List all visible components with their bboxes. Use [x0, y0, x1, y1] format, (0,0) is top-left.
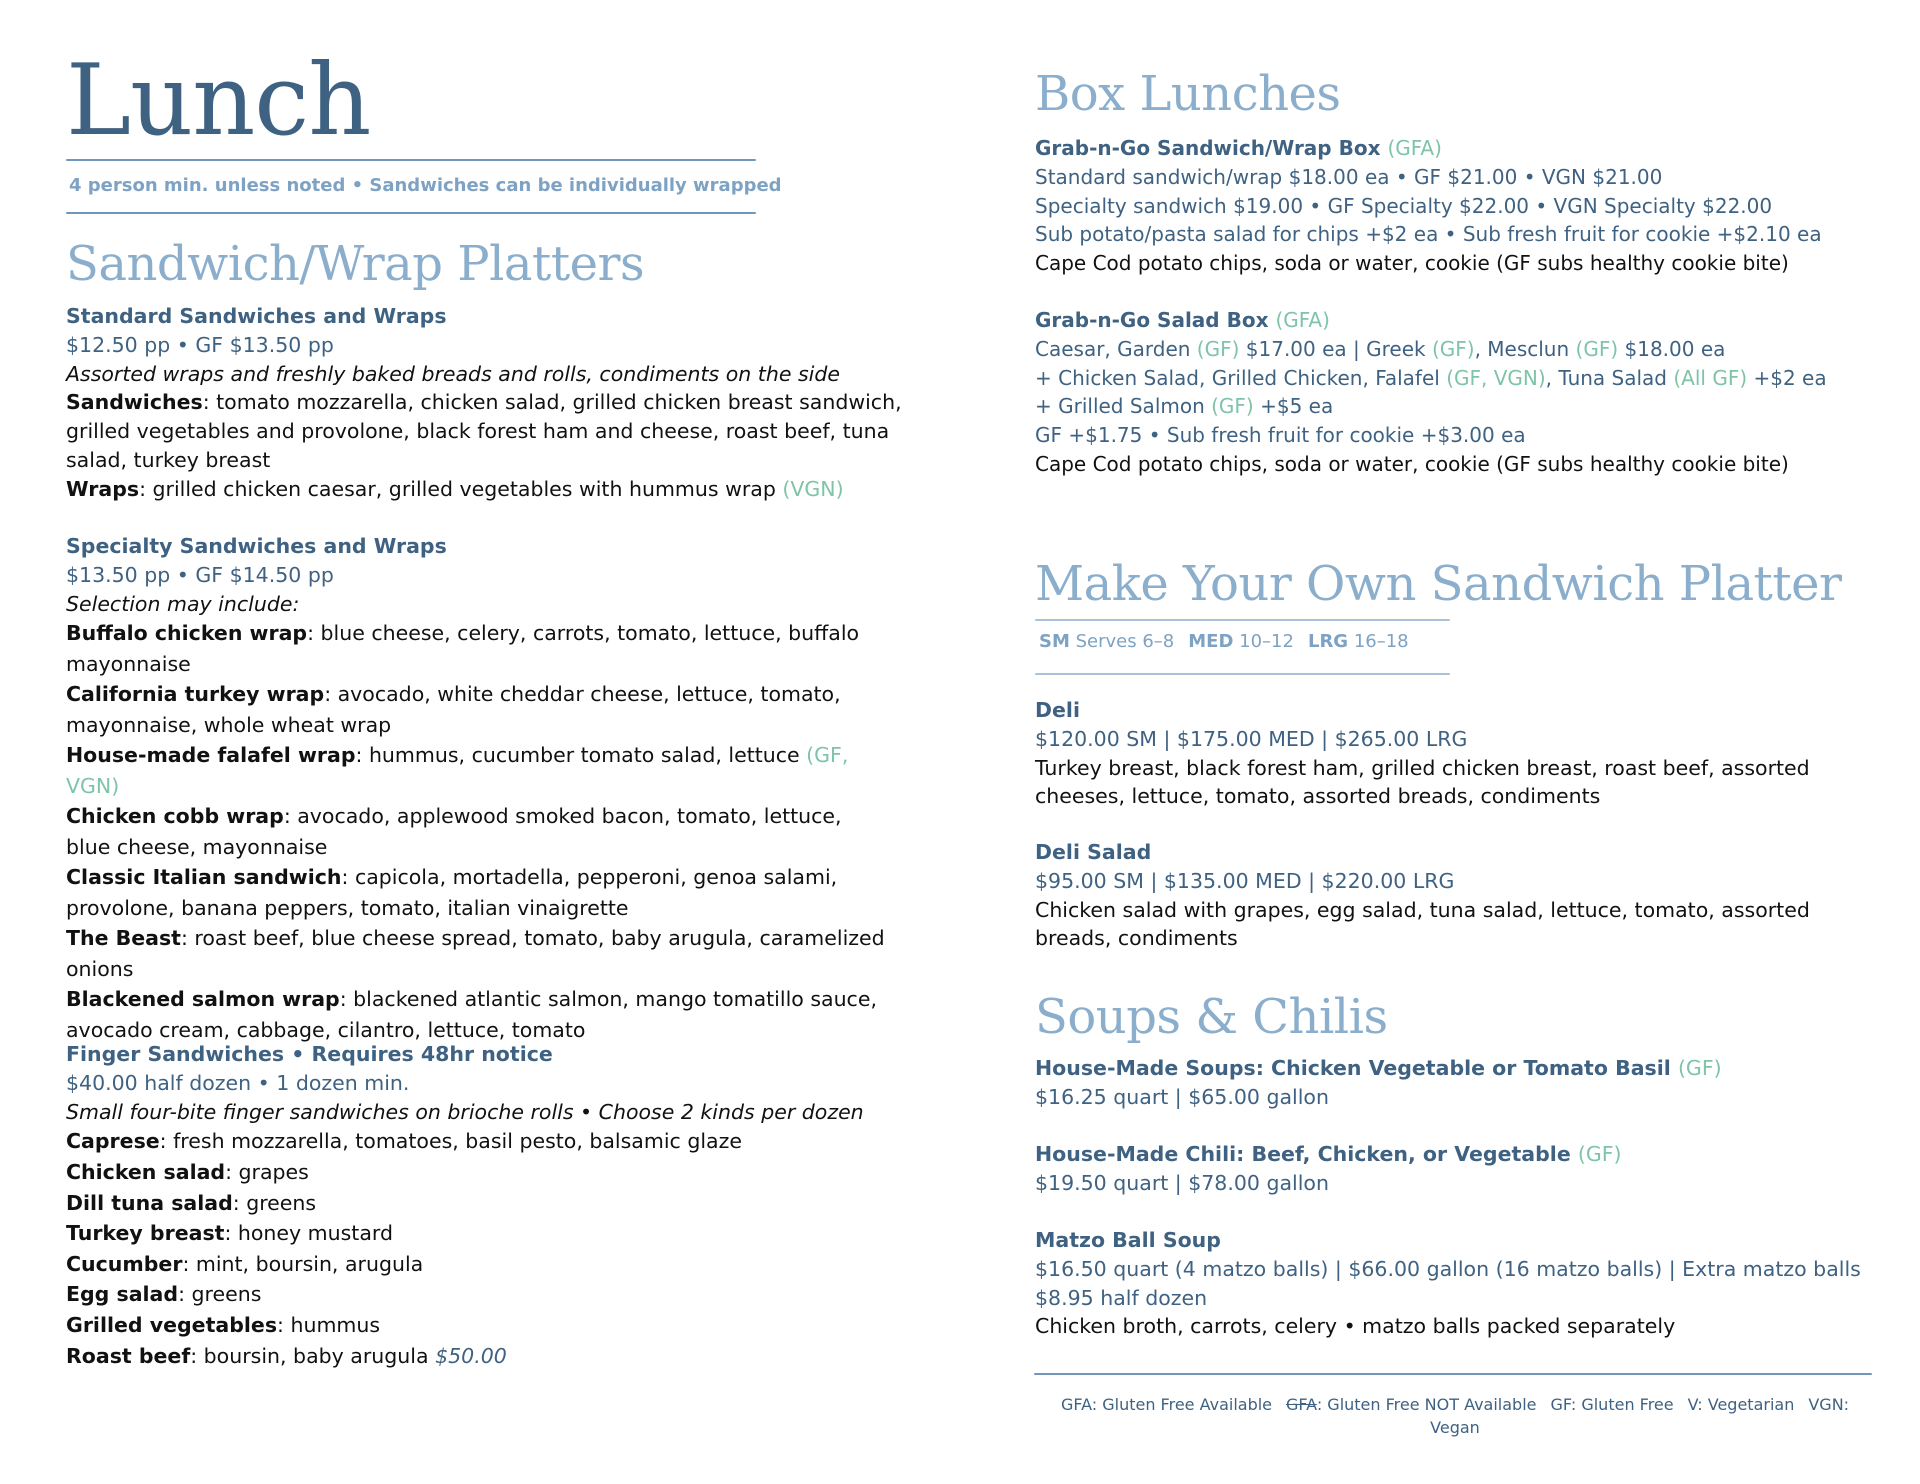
legend-text: : Vegan: [1430, 1395, 1850, 1437]
legend-code: V: [1687, 1395, 1698, 1414]
finger-item-text: : fresh mozzarella, tomatoes, basil pesto, balsamic glaze: [159, 1129, 742, 1154]
size-code: LRG: [1307, 631, 1349, 652]
standard-sandwiches-list: [66, 388, 911, 474]
specialty-title: Specialty Sandwiches and Wraps: [66, 534, 447, 558]
legend-item: [1688, 1395, 1795, 1414]
legend-text: : Gluten Free: [1570, 1395, 1674, 1414]
sandwich-box-description: Cape Cod potato chips, soda or water, cookie (GF subs healthy cookie bite): [1035, 251, 1789, 276]
size-label: 10–12: [1239, 631, 1294, 652]
legend-item: [1551, 1395, 1674, 1414]
soups-title: [1035, 1054, 1875, 1083]
salad-option-text: $18.00 ea: [1618, 336, 1726, 361]
legend-code: VGN: [1808, 1395, 1844, 1414]
finger-item-text: : greens: [178, 1282, 262, 1307]
wraps-label: Wraps: [66, 476, 140, 501]
salad-box-block: [1035, 306, 1875, 479]
specialty-item-text: : hummus, cucumber tomato salad, lettuce: [355, 743, 807, 768]
deli-description: Turkey breast, black forest ham, grilled chicken breast, roast beef, assorted cheeses, lettuce, tomato, assorted breads, condiments: [1035, 755, 1810, 809]
finger-item-name: Dill tuna salad: [66, 1190, 233, 1215]
specialty-item: [66, 679, 886, 740]
specialty-item-text: : blackened atlantic salmon, mango tomatillo sauce, avocado cream, cabbage, cilantro, lettuce, tomato: [66, 987, 877, 1042]
specialty-item-name: The Beast: [66, 926, 181, 951]
finger-item: [66, 1279, 916, 1310]
specialty-sandwiches-block: [66, 532, 916, 1045]
dietary-tag: (All GF): [1673, 365, 1748, 390]
legend-text: : Gluten Free Available: [1091, 1395, 1273, 1414]
salad-box-line: [1035, 392, 1875, 421]
platter-sizes: [1035, 633, 1409, 651]
sandwich-box-price-line: Specialty sandwich $19.00 • GF Specialty $22.00 • VGN Specialty $22.00: [1035, 193, 1773, 218]
specialty-description: Selection may include:: [66, 591, 300, 616]
sizes-rule-top: [1035, 619, 1450, 621]
salad-option-text: , Mesclun: [1474, 336, 1576, 361]
sandwich-box-dietary-tag: (GFA): [1387, 136, 1442, 160]
specialty-item-text: : capicola, mortadella, pepperoni, genoa salami, provolone, banana peppers, tomato, italian vinaigrette: [66, 865, 838, 920]
lunch-title: Lunch: [66, 44, 371, 158]
sandwiches-text: : tomato mozzarella, chicken salad, grilled chicken breast sandwich, grilled vegetables and provolone, black forest ham and cheese, roast beef, tuna salad, turkey breast: [66, 390, 902, 472]
finger-item: [66, 1126, 916, 1157]
sandwich-box-title-text: Grab-n-Go Sandwich/Wrap Box: [1035, 136, 1388, 160]
matzo-block: [1035, 1226, 1875, 1341]
chili-dietary-tag: (GF): [1577, 1142, 1622, 1166]
title-rule-bottom: [66, 212, 756, 214]
finger-item-name: Grilled vegetables: [66, 1312, 278, 1337]
salad-addon-text: +$5 ea: [1253, 394, 1334, 419]
finger-item-name: Chicken salad: [66, 1159, 226, 1184]
soups-price: $16.25 quart | $65.00 gallon: [1035, 1084, 1329, 1109]
specialty-item: [66, 862, 886, 923]
salad-addon-text: , Tuna Salad: [1545, 365, 1674, 390]
finger-item: [66, 1341, 916, 1372]
salad-box-title: [1035, 306, 1875, 335]
specialty-item-dietary-tag: (GF, VGN): [66, 743, 849, 798]
finger-item-extra-price: $50.00: [435, 1343, 507, 1368]
salad-box-title-text: Grab-n-Go Salad Box: [1035, 308, 1276, 332]
specialty-item-text: : blue cheese, celery, carrots, tomato, lettuce, buffalo mayonnaise: [66, 621, 860, 676]
box-lunches-heading: Box Lunches: [1035, 66, 1341, 122]
wraps-dietary-tag: (VGN): [782, 476, 844, 501]
matzo-price: $16.50 quart (4 matzo balls) | $66.00 gallon (16 matzo balls) | Extra matzo balls $8.95 half dozen: [1035, 1256, 1861, 1310]
finger-item-text: : honey mustard: [224, 1221, 393, 1246]
sandwich-box-block: [1035, 134, 1875, 278]
deli-salad-title: Deli Salad: [1035, 840, 1152, 864]
deli-title: Deli: [1035, 698, 1080, 722]
finger-item-text: : mint, boursin, arugula: [182, 1251, 424, 1276]
salad-addon-text: +$2 ea: [1747, 365, 1827, 390]
finger-item-name: Egg salad: [66, 1282, 179, 1307]
soups-dietary-tag: (GF): [1677, 1056, 1722, 1080]
chili-block: [1035, 1140, 1875, 1198]
salad-box-line: GF +$1.75 • Sub fresh fruit for cookie +$3.00 ea: [1035, 423, 1526, 448]
finger-title: Finger Sandwiches • Requires 48hr notice: [66, 1042, 553, 1066]
sandwich-box-price-line: Sub potato/pasta salad for chips +$2 ea • Sub fresh fruit for cookie +$2.10 ea: [1035, 222, 1822, 247]
specialty-item-name: Chicken cobb wrap: [66, 804, 284, 829]
specialty-item-name: Classic Italian sandwich: [66, 865, 342, 890]
specialty-item-name: Buffalo chicken wrap: [66, 621, 308, 646]
dietary-tag: (GF): [1211, 394, 1254, 419]
dietary-legend: [1035, 1393, 1875, 1439]
salad-addon-text: + Grilled Salmon: [1035, 394, 1212, 419]
title-rule-top: [66, 159, 756, 161]
deli-block: [1035, 696, 1875, 811]
sandwich-box-title: [1035, 134, 1875, 163]
dietary-tag: (GF, VGN): [1446, 365, 1546, 390]
dietary-tag: (GF): [1431, 336, 1475, 361]
finger-item: [66, 1310, 916, 1341]
specialty-item-text: : avocado, white cheddar cheese, lettuce, tomato, mayonnaise, whole wheat wrap: [66, 682, 841, 737]
size-code: MED: [1188, 631, 1234, 652]
specialty-item-name: California turkey wrap: [66, 682, 325, 707]
finger-item: [66, 1218, 916, 1249]
salad-option-text: Caesar, Garden: [1035, 336, 1197, 361]
specialty-item: [66, 801, 886, 862]
standard-description: Assorted wraps and freshly baked breads and rolls, condiments on the side: [66, 361, 840, 386]
sandwich-platters-heading: Sandwich/Wrap Platters: [66, 236, 645, 292]
legend-item: [1061, 1395, 1272, 1414]
salad-addon-text: + Chicken Salad, Grilled Chicken, Falafel: [1035, 365, 1447, 390]
finger-description: Small four-bite finger sandwiches on brioche rolls • Choose 2 kinds per dozen: [66, 1099, 864, 1124]
matzo-description: Chicken broth, carrots, celery • matzo balls packed separately: [1035, 1314, 1676, 1339]
finger-item: [66, 1157, 916, 1188]
specialty-price: $13.50 pp • GF $14.50 pp: [66, 562, 334, 587]
standard-price: $12.50 pp • GF $13.50 pp: [66, 332, 334, 357]
size-label: 16–18: [1353, 631, 1409, 652]
size-label: Serves 6–8: [1075, 631, 1175, 652]
standard-title: Standard Sandwiches and Wraps: [66, 304, 447, 328]
finger-item-text: : hummus: [277, 1312, 381, 1337]
finger-item-name: Cucumber: [66, 1251, 183, 1276]
wraps-text: : grilled chicken caesar, grilled vegetables with hummus wrap: [139, 476, 783, 501]
chili-price: $19.50 quart | $78.00 gallon: [1035, 1170, 1329, 1195]
chili-title-text: House-Made Chili: Beef, Chicken, or Vegetable: [1035, 1142, 1578, 1166]
finger-item-name: Roast beef: [66, 1343, 191, 1368]
sizes-rule-bottom: [1035, 673, 1450, 675]
dietary-tag: (GF): [1196, 336, 1240, 361]
specialty-item-text: : avocado, applewood smoked bacon, tomato, lettuce, blue cheese, mayonnaise: [66, 804, 842, 859]
soups-block: [1035, 1054, 1875, 1112]
salad-box-line: [1035, 364, 1875, 393]
size-code: SM: [1039, 631, 1070, 652]
legend-text: : Gluten Free NOT Available: [1316, 1395, 1537, 1414]
specialty-item-name: House-made falafel wrap: [66, 743, 356, 768]
finger-price: $40.00 half dozen • 1 dozen min.: [66, 1070, 410, 1095]
dietary-tag: (GF): [1575, 336, 1619, 361]
legend-text: : Vegetarian: [1697, 1395, 1795, 1414]
legend-item: [1286, 1395, 1536, 1414]
legend-code: GF: [1550, 1395, 1571, 1414]
soups-heading: Soups & Chilis: [1035, 989, 1388, 1045]
soups-title-text: House-Made Soups: Chicken Vegetable or Tomato Basil: [1035, 1056, 1678, 1080]
standard-wraps-list: [66, 475, 916, 504]
finger-item-text: : greens: [232, 1190, 317, 1215]
salad-option-text: $17.00 ea | Greek: [1239, 336, 1432, 361]
finger-sandwiches-block: [66, 1040, 916, 1371]
deli-salad-price: $95.00 SM | $135.00 MED | $220.00 LRG: [1035, 868, 1455, 893]
chili-title: [1035, 1140, 1875, 1169]
matzo-title: Matzo Ball Soup: [1035, 1228, 1221, 1252]
salad-box-description: Cape Cod potato chips, soda or water, cookie (GF subs healthy cookie bite): [1035, 451, 1789, 476]
legend-code-struck: GFA: [1286, 1395, 1317, 1414]
specialty-item: [66, 618, 886, 679]
legend-rule: [1034, 1373, 1872, 1375]
finger-item-text: : grapes: [225, 1159, 309, 1184]
minimum-note: 4 person min. unless noted • Sandwiches can be individually wrapped: [69, 175, 782, 196]
sandwiches-label: Sandwiches: [66, 390, 203, 415]
salad-box-line: [1035, 335, 1875, 364]
legend-code: GFA: [1060, 1395, 1092, 1414]
finger-item: [66, 1188, 916, 1219]
sandwich-box-price-line: Standard sandwich/wrap $18.00 ea • GF $21.00 • VGN $21.00: [1035, 164, 1663, 189]
salad-box-dietary-tag: (GFA): [1275, 308, 1330, 332]
deli-price: $120.00 SM | $175.00 MED | $265.00 LRG: [1035, 726, 1468, 751]
specialty-item-name: Blackened salmon wrap: [66, 987, 340, 1012]
finger-item: [66, 1249, 916, 1280]
specialty-item: [66, 740, 886, 801]
specialty-items: [66, 618, 886, 1045]
platter-heading: Make Your Own Sandwich Platter: [1035, 556, 1842, 612]
finger-item-text: : boursin, baby arugula: [190, 1343, 436, 1368]
standard-sandwiches-block: [66, 302, 916, 504]
finger-item-name: Caprese: [66, 1129, 160, 1154]
specialty-item: [66, 923, 886, 984]
specialty-item: [66, 984, 886, 1045]
deli-salad-block: [1035, 838, 1875, 953]
finger-items: [66, 1126, 916, 1371]
specialty-item-text: : roast beef, blue cheese spread, tomato, baby arugula, caramelized onions: [66, 926, 885, 981]
deli-salad-description: Chicken salad with grapes, egg salad, tuna salad, lettuce, tomato, assorted breads, condiments: [1035, 897, 1810, 951]
finger-item-name: Turkey breast: [66, 1221, 225, 1246]
